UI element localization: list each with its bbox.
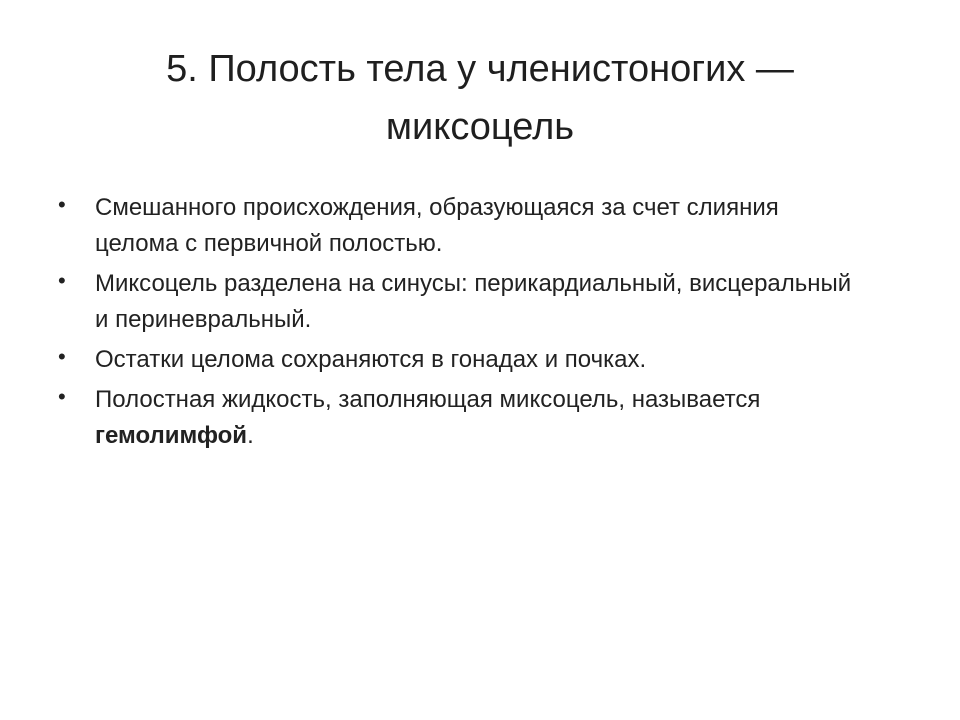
bullet-text-4-bold: гемолимфой (95, 422, 248, 449)
bullet-text-3: Остатки целома сохраняются в гонадах и почках. (95, 346, 647, 373)
bullet-item-4 (58, 382, 858, 454)
slide-title-line-2: миксоцель (385, 106, 575, 148)
bullet-dot-icon: • (58, 268, 66, 293)
bullet-text-1: Смешанного происхождения, образующаяся за счет слияния целома с первичной полостью. (95, 194, 779, 257)
bullet-text-4-before: Полостная жидкость, заполняющая миксоцель, называется (95, 386, 761, 413)
bullet-item-3 (58, 342, 858, 378)
slide-title (80, 40, 880, 156)
bullet-text-4-after: . (247, 422, 254, 449)
bullet-item-2 (58, 266, 858, 338)
bullet-item-1 (58, 190, 858, 262)
bullet-dot-icon: • (58, 384, 66, 409)
bullet-dot-icon: • (58, 192, 66, 217)
bullet-list (58, 190, 858, 458)
bullet-text-2: Миксоцель разделена на синусы: перикардиальный, висцеральный и периневральный. (95, 270, 852, 333)
slide-title-line-1: 5. Полость тела у членистоногих — (166, 48, 794, 90)
bullet-dot-icon: • (58, 344, 66, 369)
